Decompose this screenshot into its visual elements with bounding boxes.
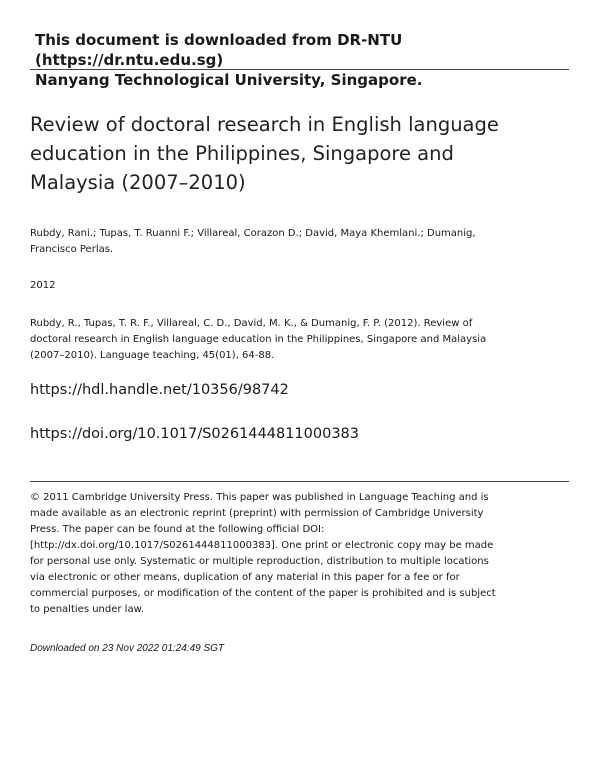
document-title: Review of doctoral research in English language education in the Philippines, Singapore and Malaysia (2007–2010) <box>30 113 499 194</box>
handle-link[interactable]: https://hdl.handle.net/10356/98742 <box>30 382 289 398</box>
author-list: Rubdy, Rani.; Tupas, T. Ruanni F.; Villareal, Corazon D.; David, Maya Khemlani.; Dumanig, Francisco Perlas. <box>30 228 476 255</box>
header-source-line: This document is downloaded from DR-NTU (https://dr.ntu.edu.sg) <box>35 31 403 69</box>
copyright-notice: © 2011 Cambridge University Press. This paper was published in Language Teaching and is made available as an electronic reprint (preprint) with permission of Cambridge University Press. The paper can be found at the following official DOI: [http://dx.doi.org/10.1017/S0261444811000383]. One print or electronic copy may be made for personal use only. Systematic or multiple reproduction, distribution to multiple locations via electronic or other means, duplication of any material in this paper for a fee or for commercial purposes, or modification of the content of the paper is prohibited and is subject to penalties under law. <box>30 492 496 615</box>
citation: Rubdy, R., Tupas, T. R. F., Villareal, C. D., David, M. K., & Dumanig, F. P. (2012). Review of doctoral research in English language education in the Philippines, Singapore and Malaysia (2007–2010). Language teaching, 45(01), 64-88. <box>30 318 487 361</box>
header-institution-line: Nanyang Technological University, Singapore. <box>35 71 423 89</box>
header-divider <box>30 69 569 70</box>
publication-year: 2012 <box>30 280 56 291</box>
section-divider <box>30 481 569 482</box>
repository-header <box>35 30 569 90</box>
download-timestamp: Downloaded on 23 Nov 2022 01:24:49 SGT <box>30 643 225 654</box>
doi-link[interactable]: https://doi.org/10.1017/S0261444811000383 <box>30 426 360 442</box>
